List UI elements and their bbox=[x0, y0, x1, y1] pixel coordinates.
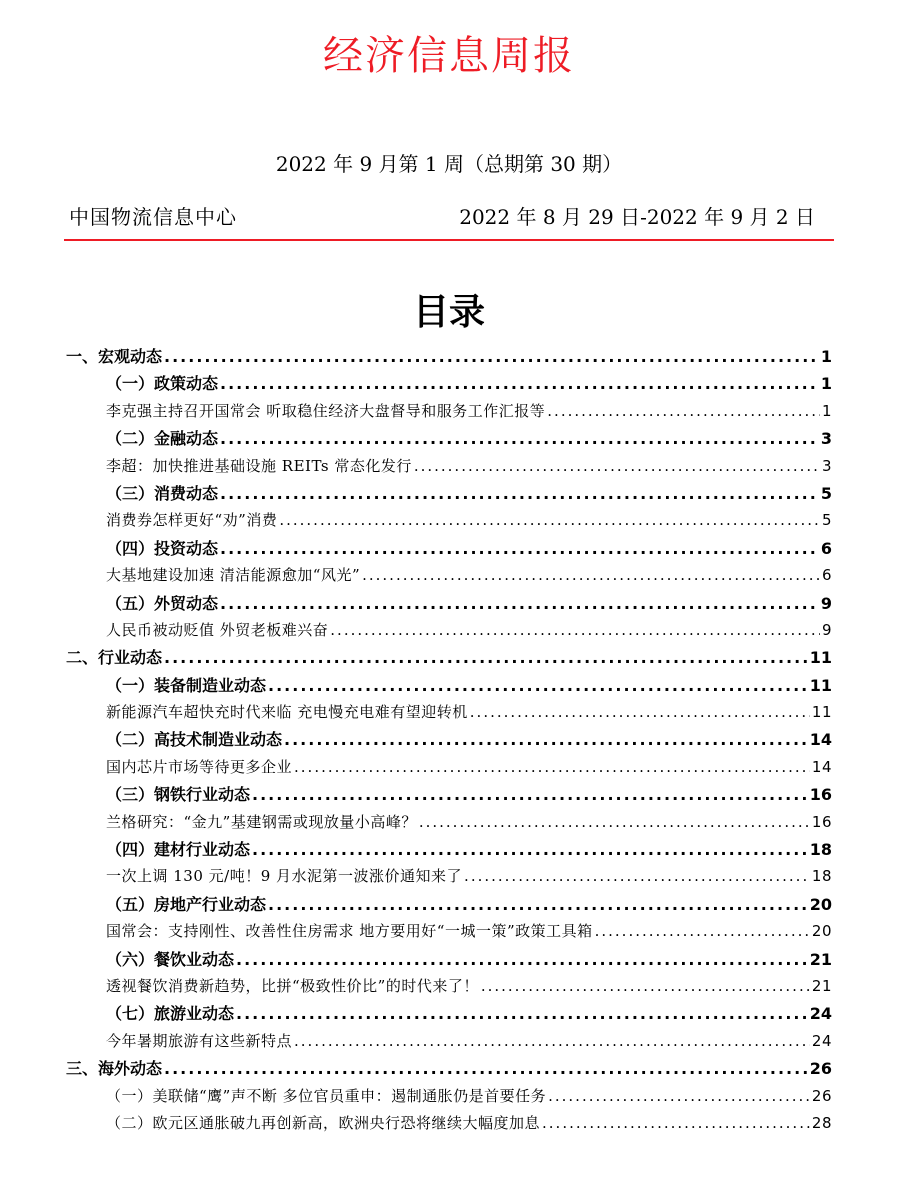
toc-entry-label: 消费券怎样更好“劝”消费 bbox=[106, 511, 278, 530]
toc-page-number: 1 bbox=[821, 401, 832, 420]
toc-entry-label: （一）政策动态 bbox=[106, 374, 219, 394]
toc-entry-label: （一）美联储“鹰”声不断 多位官员重申：遏制通胀仍是首要任务 bbox=[106, 1086, 547, 1105]
toc-entry-label: （五）房地产行业动态 bbox=[106, 894, 267, 914]
toc-dot-leader bbox=[164, 343, 819, 370]
toc-entry-label: 国常会：支持刚性、改善性住房需求 地方要用好“一城一策”政策工具箱 bbox=[106, 922, 593, 941]
toc-entry-label: 透视餐饮消费新趋势，比拼“极致性价比”的时代来了！ bbox=[106, 976, 479, 995]
table-of-contents bbox=[0, 343, 898, 1137]
toc-entry[interactable] bbox=[0, 891, 832, 918]
toc-entry[interactable] bbox=[0, 370, 832, 397]
toc-entry[interactable] bbox=[0, 809, 832, 836]
toc-dot-leader bbox=[414, 453, 820, 480]
toc-entry[interactable] bbox=[0, 781, 832, 808]
toc-entry[interactable] bbox=[0, 535, 832, 562]
toc-page-number: 9 bbox=[821, 620, 832, 639]
toc-dot-leader bbox=[236, 1000, 808, 1027]
toc-dot-leader bbox=[542, 1110, 810, 1137]
toc-page-number: 20 bbox=[811, 922, 832, 941]
toc-entry[interactable] bbox=[0, 973, 832, 1000]
toc-page-number: 5 bbox=[821, 511, 832, 530]
toc-dot-leader bbox=[294, 754, 810, 781]
toc-dot-leader bbox=[547, 398, 820, 425]
toc-dot-leader bbox=[419, 809, 810, 836]
toc-page-number: 1 bbox=[820, 374, 832, 394]
toc-page-number: 28 bbox=[811, 1113, 832, 1132]
toc-entry[interactable] bbox=[0, 863, 832, 890]
toc-page-number: 20 bbox=[809, 894, 832, 914]
toc-page-number: 11 bbox=[809, 648, 832, 668]
toc-dot-leader bbox=[362, 562, 820, 589]
toc-entry[interactable] bbox=[0, 1083, 832, 1110]
toc-dot-leader bbox=[220, 535, 819, 562]
toc-page-number: 21 bbox=[811, 976, 832, 995]
toc-page-number: 16 bbox=[809, 785, 832, 805]
toc-entry-label: 人民币被动贬值 外贸老板难兴奋 bbox=[106, 620, 329, 639]
toc-entry[interactable] bbox=[0, 398, 832, 425]
toc-entry[interactable] bbox=[0, 1000, 832, 1027]
toc-entry-label: （五）外贸动态 bbox=[106, 593, 219, 613]
toc-entry[interactable] bbox=[0, 726, 832, 753]
toc-entry-label: 三、海外动态 bbox=[66, 1059, 163, 1079]
toc-page-number: 3 bbox=[820, 429, 832, 449]
toc-page-number: 5 bbox=[820, 483, 832, 503]
toc-entry-label: 大基地建设加速 清洁能源愈加“风光” bbox=[106, 566, 361, 585]
toc-entry[interactable] bbox=[0, 754, 832, 781]
toc-dot-leader bbox=[268, 891, 808, 918]
toc-dot-leader bbox=[220, 480, 819, 507]
toc-page-number: 16 bbox=[811, 812, 832, 831]
toc-entry-label: 李克强主持召开国常会 听取稳住经济大盘督导和服务工作汇报等 bbox=[106, 401, 546, 420]
toc-dot-leader bbox=[220, 425, 819, 452]
toc-dot-leader bbox=[481, 973, 810, 1000]
toc-dot-leader bbox=[464, 863, 810, 890]
toc-dot-leader bbox=[252, 836, 808, 863]
toc-page-number: 18 bbox=[811, 867, 832, 886]
toc-entry-label: （三）消费动态 bbox=[106, 483, 219, 503]
toc-dot-leader bbox=[268, 672, 808, 699]
toc-entry-label: （七）旅游业动态 bbox=[106, 1004, 235, 1024]
toc-page-number: 14 bbox=[811, 757, 832, 776]
toc-entry[interactable] bbox=[0, 425, 832, 452]
toc-dot-leader bbox=[548, 1083, 810, 1110]
toc-page-number: 11 bbox=[811, 703, 832, 722]
toc-page-number: 3 bbox=[821, 456, 832, 475]
toc-entry[interactable] bbox=[0, 480, 832, 507]
toc-page-number: 6 bbox=[820, 538, 832, 558]
toc-entry[interactable] bbox=[0, 507, 832, 534]
toc-entry[interactable] bbox=[0, 699, 832, 726]
newsletter-title: 经济信息周报 bbox=[323, 33, 575, 79]
toc-page-number: 24 bbox=[809, 1004, 832, 1024]
toc-entry-label: 国内芯片市场等待更多企业 bbox=[106, 757, 293, 776]
toc-dot-leader bbox=[220, 590, 819, 617]
toc-dot-leader bbox=[294, 1028, 810, 1055]
toc-entry-label: 今年暑期旅游有这些新特点 bbox=[106, 1031, 293, 1050]
toc-entry[interactable] bbox=[0, 453, 832, 480]
toc-entry-label: （四）投资动态 bbox=[106, 538, 219, 558]
toc-page-number: 6 bbox=[821, 566, 832, 585]
toc-page-number: 21 bbox=[809, 949, 832, 969]
toc-entry-label: （二）欧元区通胀破九再创新高，欧洲央行恐将继续大幅度加息 bbox=[106, 1113, 541, 1132]
toc-page-number: 26 bbox=[811, 1086, 832, 1105]
publisher-name: 中国物流信息中心 bbox=[69, 205, 237, 229]
toc-entry-label: （三）钢铁行业动态 bbox=[106, 785, 251, 805]
toc-entry[interactable] bbox=[0, 918, 832, 945]
toc-entry-label: 兰格研究：“金九”基建钢需或现放量小高峰？ bbox=[106, 812, 417, 831]
toc-heading: 目录 bbox=[412, 292, 485, 333]
toc-entry[interactable] bbox=[0, 1110, 832, 1137]
toc-entry-label: （六）餐饮业动态 bbox=[106, 949, 235, 969]
toc-entry-label: 一次上调 130 元/吨！9 月水泥第一波涨价通知来了 bbox=[106, 867, 463, 886]
date-range: 2022 年 8 月 29 日-2022 年 9 月 2 日 bbox=[459, 205, 815, 229]
toc-entry-label: 二、行业动态 bbox=[66, 648, 163, 668]
toc-dot-leader bbox=[164, 644, 808, 671]
toc-page-number: 14 bbox=[809, 730, 832, 750]
toc-entry-label: （四）建材行业动态 bbox=[106, 840, 251, 860]
toc-entry[interactable] bbox=[0, 644, 832, 671]
toc-page-number: 26 bbox=[809, 1059, 832, 1079]
toc-page-number: 24 bbox=[811, 1031, 832, 1050]
toc-dot-leader bbox=[252, 781, 808, 808]
toc-entry[interactable] bbox=[0, 1028, 832, 1055]
toc-entry-label: （二）高技术制造业动态 bbox=[106, 730, 283, 750]
header-divider bbox=[64, 239, 834, 241]
toc-dot-leader bbox=[236, 946, 808, 973]
toc-entry[interactable] bbox=[0, 562, 832, 589]
toc-entry-label: 李超：加快推进基础设施 REITs 常态化发行 bbox=[106, 456, 412, 475]
toc-dot-leader bbox=[470, 699, 810, 726]
toc-entry-label: 一、宏观动态 bbox=[66, 347, 163, 366]
toc-dot-leader bbox=[330, 617, 820, 644]
toc-page-number: 11 bbox=[809, 675, 832, 695]
toc-entry-label: 新能源汽车超快充时代来临 充电慢充电难有望迎转机 bbox=[106, 703, 468, 722]
toc-entry[interactable] bbox=[0, 836, 832, 863]
toc-entry[interactable] bbox=[0, 672, 832, 699]
toc-page-number: 1 bbox=[820, 347, 832, 366]
toc-dot-leader bbox=[279, 507, 820, 534]
toc-page-number: 9 bbox=[820, 593, 832, 613]
toc-entry[interactable] bbox=[0, 343, 832, 370]
toc-entry-label: （二）金融动态 bbox=[106, 429, 219, 449]
masthead-info-row bbox=[69, 202, 815, 234]
toc-entry[interactable] bbox=[0, 590, 832, 617]
issue-number: 2022 年 9 月第 1 周（总期第 30 期） bbox=[275, 152, 623, 176]
toc-entry[interactable] bbox=[0, 1055, 832, 1082]
toc-page-number: 18 bbox=[809, 840, 832, 860]
toc-dot-leader bbox=[220, 370, 819, 397]
toc-dot-leader bbox=[284, 726, 808, 753]
toc-dot-leader bbox=[164, 1055, 808, 1082]
toc-entry[interactable] bbox=[0, 617, 832, 644]
toc-entry[interactable] bbox=[0, 946, 832, 973]
toc-dot-leader bbox=[595, 918, 810, 945]
toc-entry-label: （一）装备制造业动态 bbox=[106, 675, 267, 695]
